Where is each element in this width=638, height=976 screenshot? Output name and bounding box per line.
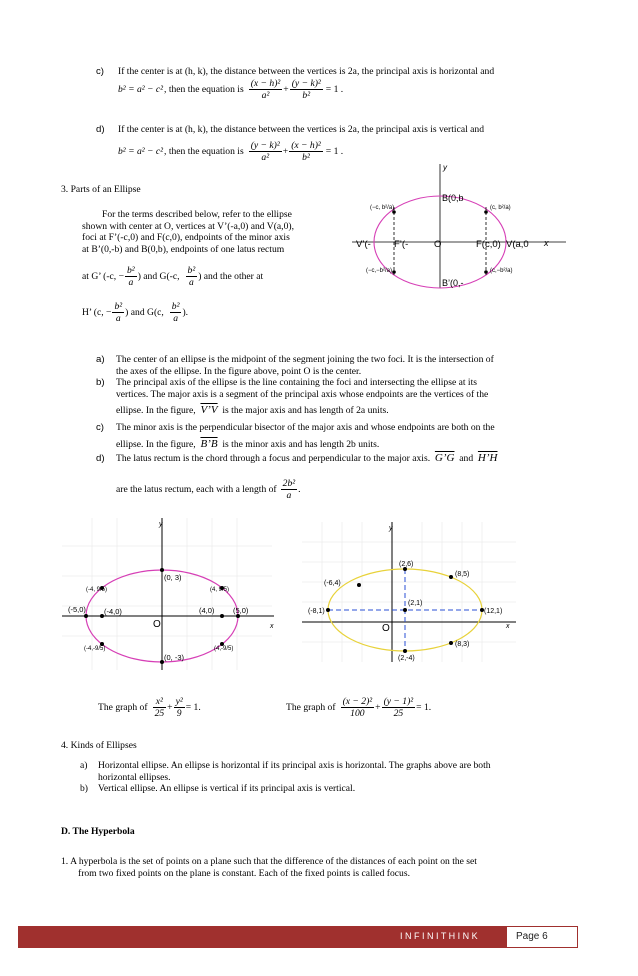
- graph1-p9: (-4,-9/5): [84, 646, 106, 652]
- graph1-p1: (0, 3): [164, 573, 182, 582]
- fig1-O: O: [434, 239, 442, 250]
- sec-d-frac2: $\frac{\text{(x − h)²}}{\text{b²}}$: [291, 139, 321, 163]
- parts-g-line: at G’ (-c, − $\frac{\text{b²}}{a}$ ) and G(-c, $\frac{\text{b²}}{a}$ ) and the other at: [82, 264, 264, 288]
- graph1-origin: O: [153, 619, 161, 630]
- hyperbola-def: 1. A hyperbola is the set of points on a plane such that the difference of the distances of each point on the set from two fixed points on the plane is constant. Each of the fixed points is called focus.: [61, 856, 477, 879]
- fig1-bl: (−c,−b²/a): [366, 268, 393, 274]
- graph1-caption: The graph of $\frac{\text{x²}}{25}$ + $\frac{\text{y²}}{9}$ = 1.: [98, 695, 201, 719]
- sec-c-then: , then the equation is: [164, 83, 244, 95]
- fig1-Fp: F’(-: [394, 239, 409, 250]
- fig1-br: (c,−b²/a): [490, 268, 513, 274]
- sec-d-eq: = 1 .: [325, 145, 344, 157]
- kinds-list: a) Horizontal ellipse. An ellipse is horizontal if its principal axis is horizontal. The graphs above are both horizontal ellipses. b) Vertical ellipse. An ellipse is vertical if its principal axis is vertical.: [80, 760, 491, 794]
- fig1-tr: (c, b²/a): [490, 205, 511, 211]
- graph1-x-label: x: [270, 623, 274, 630]
- graph1-p6: (5,0): [233, 606, 249, 615]
- graph2-grid: [302, 522, 516, 662]
- sec-c-plus: +: [283, 83, 289, 95]
- graph2-caption: The graph of $\frac{\text{(x − 2)²}}{100}$ + $\frac{\text{(y − 1)²}}{25}$ = 1.: [286, 695, 432, 719]
- kinds-heading: 4. Kinds of Ellipses: [61, 740, 137, 751]
- graph2-p3: (-6,4): [324, 580, 341, 587]
- sec-c-condition: b² = a² − c²: [118, 83, 164, 95]
- graph-ellipse-2: [302, 522, 520, 662]
- item-marker-c: c): [96, 66, 104, 77]
- sec-d-frac1: $\frac{\text{(y − k)²}}{\text{a²}}$: [250, 139, 280, 163]
- fig1-tl: (−c, b²/a): [370, 205, 395, 211]
- sec-c-frac1: $\frac{\text{(x − h)²}}{\text{a²}}$: [250, 77, 281, 101]
- graph1-p3: (-5,0): [68, 605, 86, 614]
- fig1-F: F(c,0): [476, 239, 501, 250]
- graph1-p10: (4,-9/5): [214, 646, 234, 652]
- latus-length-line: are the latus rectum, each with a length of $\frac{\text{2b²}}{a}$ .: [116, 477, 301, 501]
- graph2-origin: O: [382, 623, 390, 634]
- graph2-p8: (2,-4): [398, 655, 415, 662]
- ellipse-parts-figure: [352, 160, 570, 290]
- graph1-p5: (4,0): [199, 606, 215, 615]
- fig1-pt-tr: [484, 210, 488, 214]
- graph2-p4: (2,1): [408, 600, 423, 607]
- sec-d-condition: b² = a² − c²: [118, 145, 164, 157]
- graph1-p7: (-4, 9/5): [86, 587, 108, 593]
- sec-d-line1: If the center is at (h, k), the distance between the vertices is 2a, the principal axis is vertical and: [118, 124, 485, 135]
- parts-h-line: H’ (c, − $\frac{\text{b²}}{a}$ ) and G(c, $\frac{\text{b²}}{a}$ ).: [82, 300, 189, 324]
- sec-d-then: , then the equation is: [164, 145, 244, 157]
- sec-c-equation: [118, 74, 343, 104]
- sec-c-frac2: $\frac{\text{(y − k)²}}{\text{b²}}$: [291, 77, 321, 101]
- fig1-pt-br: [484, 270, 488, 274]
- sec-d-equation: [118, 136, 343, 166]
- fig1-V: V(a,0: [506, 239, 529, 250]
- item-marker-d: d): [96, 124, 105, 135]
- graph2-p1: (2,6): [399, 561, 414, 568]
- sec-c-eq: = 1 .: [325, 83, 344, 95]
- footer-bar: [18, 926, 576, 948]
- graph1-y-label: y: [159, 521, 163, 528]
- hyperbola-heading: D. The Hyperbola: [61, 826, 135, 837]
- fig1-x-label: x: [544, 238, 549, 248]
- graph-ellipse-1: [62, 518, 280, 670]
- parts-list: a) The center of an ellipse is the midpoint of the segment joining the two foci. It is the intersection of the axes of the ellipse. In the figure above, point O is the center. b) The principal axis of the ellipse is the line containing the foci and intersecting the ellipse at its vertices. The major axis is a segment of the principal axis whose endpoints are the vertices of the ellipse. In the figure, V’V is the major axis and has length of 2a units. c) The minor axis is the perpendicular bisector of the major axis and whose endpoints are both on the ellipse. In the figure, B’B is the minor axis and has length 2b units. d) The latus rectum is the chord through a focus and perpendicular to the major axis. G’G and H’H: [96, 354, 498, 464]
- graph2-p6: (12,1): [484, 608, 503, 615]
- fig1-Vp: V’(-: [356, 239, 371, 250]
- sec-c-line1: If the center is at (h, k), the distance between the vertices is 2a, the principal axis is horizontal and: [118, 66, 495, 77]
- fig1-Bp: B’(0,-: [442, 278, 464, 288]
- sec-d-plus: +: [282, 145, 289, 157]
- graph2-x-label: x: [506, 623, 510, 630]
- graph2-y-label: y: [389, 525, 393, 532]
- graph2-p5: (-8,1): [308, 608, 325, 615]
- fig1-B: B(0,b: [442, 193, 464, 203]
- graph2-p7: (8,3): [455, 641, 470, 648]
- fig1-y-label: y: [443, 163, 447, 172]
- parts-heading: 3. Parts of an Ellipse: [61, 184, 141, 195]
- graph1-p8: (4, 9/5): [210, 587, 230, 593]
- graph1-p2: (0, -3): [164, 653, 185, 662]
- graph1-p4: (-4,0): [104, 607, 122, 616]
- fig1-pt-bl: [392, 270, 396, 274]
- footer-page-number: Page 6: [516, 931, 548, 942]
- parts-text: For the terms described below, refer to the ellipse shown with center at O, vertices at V’(-a,0) and V(a,0), foci at F’(-c,0) and F(c,0), endpoints of the minor axis at B’(0,-b) and B(0,b), endpoints of one latus rectum: [82, 209, 294, 255]
- graph2-p2: (8,5): [455, 571, 470, 578]
- footer-brand: I N F I N I T H I N K: [400, 931, 478, 941]
